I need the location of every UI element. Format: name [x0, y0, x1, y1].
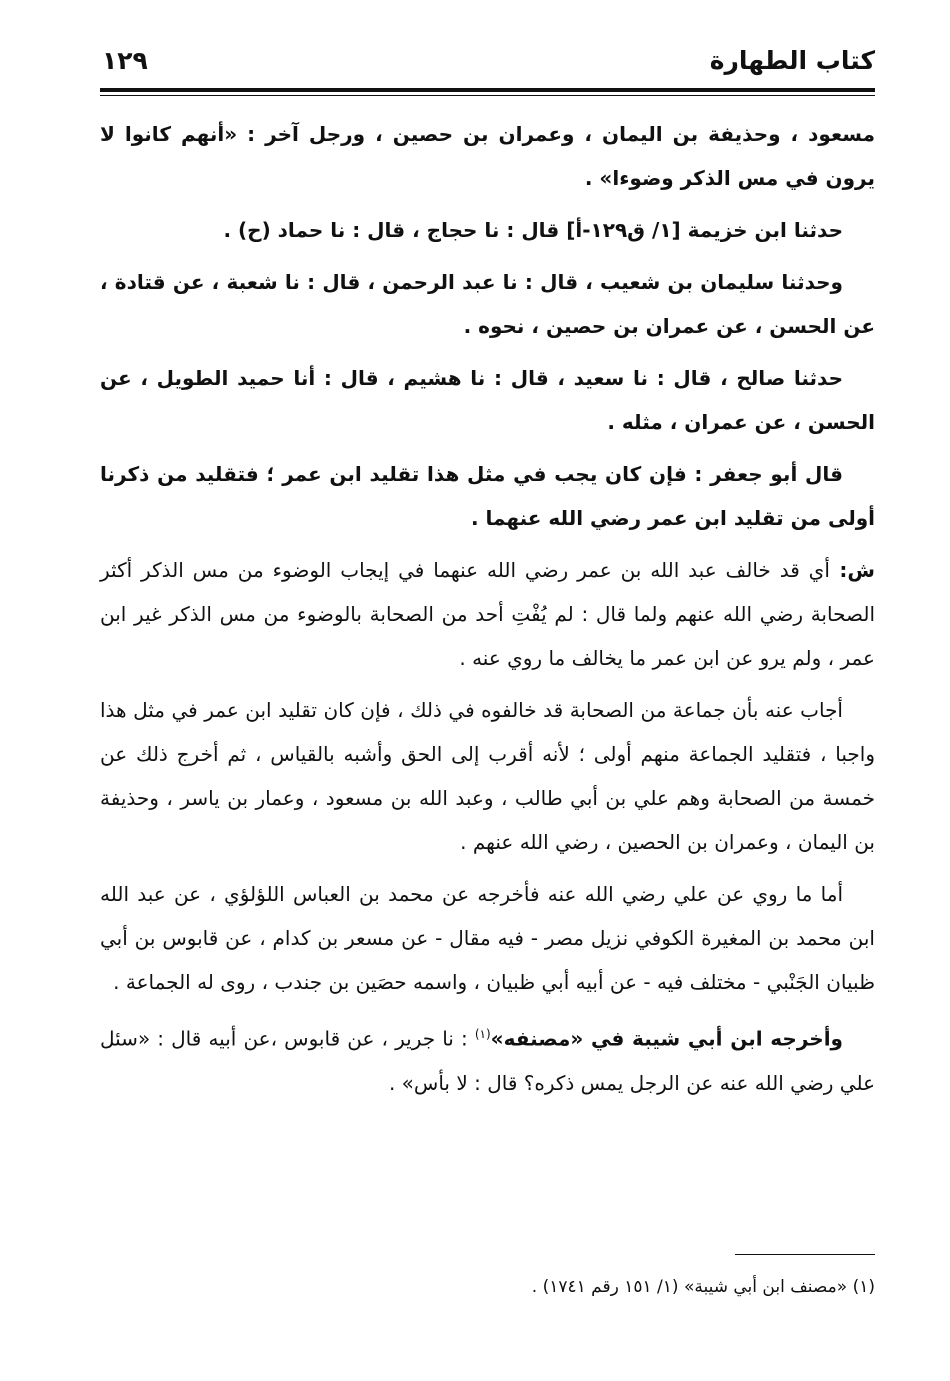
running-header	[100, 44, 875, 94]
paragraph-9	[100, 1012, 875, 1105]
paragraph-9-lead: وأخرجه ابن أبي شيبة في «مصنفه»	[490, 1026, 843, 1051]
paragraph-6-text: أي قد خالف عبد الله بن عمر رضي الله عنهما في إيجاب الوضوء من مس الذكر أكثر الصحابة رضي الله عنهم ولما قال : لم يُفْتِ أحد من الصحابة بالوضوء من مس الذكر غير ابن عمر ، ولم يرو عن ابن عمر ما يخالف ما روي عنه .	[100, 558, 875, 670]
paragraph-4: حدثنا صالح ، قال : نا سعيد ، قال : نا هشيم ، قال : أنا حميد الطويل ، عن الحسن ، عن عمران ، مثله .	[100, 366, 875, 434]
footnote-reference: (١)	[474, 1027, 491, 1041]
chapter-title: كتاب الطهارة	[709, 46, 875, 75]
paragraph-7: أجاب عنه بأن جماعة من الصحابة قد خالفوه في ذلك ، فإن كان تقليد ابن عمر في مثل هذا واجبا ، فتقليد الجماعة منهم أولى ؛ لأنه أقرب إلى الحق وأشبه بالقياس ، ثم أخرج ذلك عن خمسة من الصحابة وهم علي بن أبي طالب ، وعبد الله بن مسعود ، وعمار بن ياسر ، وحذيفة بن اليمان ، وعمران بن الحصين ، رضي الله عنهم .	[100, 698, 875, 854]
commentary-marker: ش:	[829, 558, 876, 582]
paragraph-2: حدثنا ابن خزيمة [١/ ق١٢٩-أ] قال : نا حجاج ، قال : نا حماد (ح) .	[223, 218, 843, 242]
footnote: (١) «مصنف ابن أبي شيبة» (١/ ١٥١ رقم ١٧٤١) .	[531, 1277, 875, 1297]
main-text	[100, 112, 875, 1113]
header-rule-thin	[100, 95, 875, 96]
paragraph-3: وحدثنا سليمان بن شعيب ، قال : نا عبد الرحمن ، قال : نا شعبة ، عن قتادة ، عن الحسن ، عن عمران بن حصين ، نحوه .	[100, 270, 875, 338]
paragraph-9-text: : نا جرير ، عن قابوس ،عن أبيه قال : «سئل علي رضي الله عنه عن الرجل يمس ذكره؟ قال : لا بأس» .	[100, 1026, 875, 1095]
paragraph-6	[100, 548, 875, 680]
page-number: ١٢٩	[102, 46, 148, 75]
paragraph-5: قال أبو جعفر : فإن كان يجب في مثل هذا تقليد ابن عمر ؛ فتقليد من ذكرنا أولى من تقليد ابن عمر رضي الله عنهما .	[100, 462, 875, 530]
footnote-rule	[735, 1254, 875, 1255]
paragraph-8: أما ما روي عن علي رضي الله عنه فأخرجه عن محمد بن العباس اللؤلؤي ، عن عبد الله ابن محمد بن المغيرة الكوفي نزيل مصر - فيه مقال - عن مسعر بن كدام ، عن قابوس بن أبي ظبيان الجَنْبي - مختلف فيه - عن أبيه أبي ظبيان ، واسمه حصَين بن جندب ، روى له الجماعة .	[100, 882, 875, 994]
paragraph-1: مسعود ، وحذيفة بن اليمان ، وعمران بن حصين ، ورجل آخر : «أنهم كانوا لا يرون في مس الذكر وضوءا» .	[100, 122, 875, 190]
header-rule-thick	[100, 88, 875, 92]
